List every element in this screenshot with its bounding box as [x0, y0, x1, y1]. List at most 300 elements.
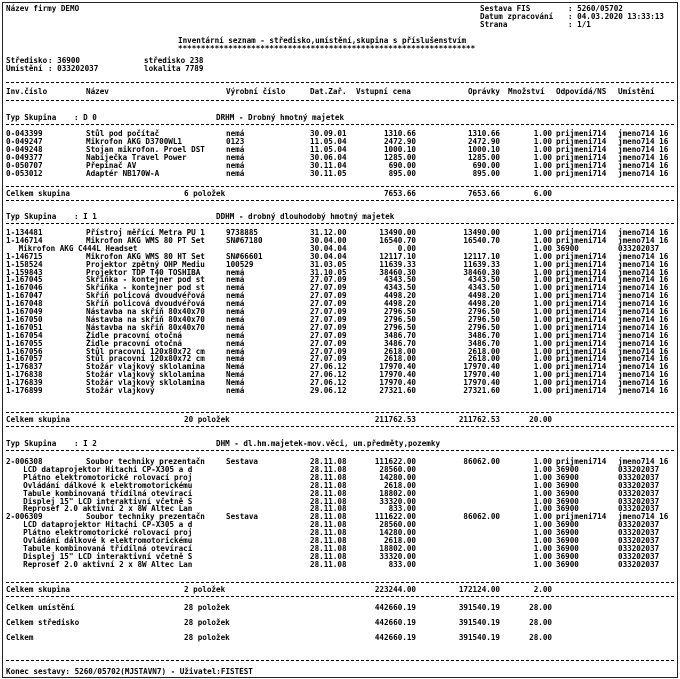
- acquisition-date: 31.10.05: [310, 267, 347, 277]
- quantity: 1.00: [533, 457, 552, 466]
- accessory-name: Ovládání dálkové k elektromotorickému: [14, 536, 193, 545]
- responsible: 36900: [556, 496, 579, 506]
- responsible: prijmeni714: [556, 251, 607, 261]
- group-total-count: 6 položek: [184, 189, 226, 198]
- location: jmeno714 16: [618, 354, 669, 364]
- total-divider: [6, 412, 674, 413]
- input-price: 2618.00: [383, 346, 416, 356]
- summary-price: 442660.19: [374, 603, 416, 612]
- quantity: 1.00: [533, 346, 552, 356]
- item-name: Projektor TDP T40 TOSHIBA: [86, 267, 201, 277]
- acquisition-date: 30.04.04: [310, 243, 347, 253]
- depreciation: 17970.40: [463, 362, 500, 372]
- total-divider: [6, 582, 674, 583]
- location: 033202037: [618, 488, 660, 498]
- responsible: prijmeni714: [556, 235, 607, 245]
- responsible: prijmeni714: [556, 307, 607, 316]
- input-price: 28560.00: [379, 464, 416, 474]
- location: 033202037: [618, 528, 660, 538]
- summary-price: 442660.19: [374, 618, 416, 627]
- acquisition-date: 28.11.08: [310, 512, 347, 522]
- quantity: 1.00: [533, 299, 552, 309]
- location: jmeno714 16: [618, 283, 669, 293]
- location: 033202037: [618, 559, 660, 569]
- accessory-name: Displej 15" LCD interaktivní včetně S: [14, 551, 193, 561]
- acquisition-date: 27.07.09: [310, 283, 347, 293]
- group-total-count: 20 položek: [184, 415, 230, 424]
- depreciation: 3486.70: [467, 330, 500, 340]
- accessory-name: Reprosef 2.0 aktivní 2 x 8W Altec Lan: [14, 504, 193, 514]
- summary-label: Celkem středisko: [6, 618, 80, 627]
- stredisko-value: : 36900: [48, 56, 81, 65]
- col-name: Název: [86, 87, 109, 96]
- inventory-number: 1-167051: [6, 322, 43, 332]
- responsible: 36900: [556, 480, 579, 490]
- depreciation: 1310.66: [467, 129, 500, 138]
- acquisition-date: 31.03.05: [310, 259, 347, 269]
- acquisition-date: 30.04.00: [310, 235, 347, 245]
- inventory-number: 1-167050: [6, 314, 43, 324]
- serial-number: Sestava: [226, 512, 259, 522]
- input-price: 4498.20: [383, 299, 416, 309]
- acquisition-date: 29.06.12: [310, 386, 347, 395]
- acquisition-date: 27.07.09: [310, 338, 347, 348]
- location: jmeno714 16: [618, 299, 669, 309]
- inventory-number: 1-167055: [6, 338, 43, 348]
- acquisition-date: 28.11.08: [310, 551, 347, 561]
- inventory-number: 1-134481: [6, 228, 43, 237]
- depreciation: 4343.50: [467, 283, 500, 293]
- quantity: 1.00: [533, 520, 552, 530]
- location: jmeno714 16: [618, 457, 669, 466]
- location: 033202037: [618, 520, 660, 530]
- input-price: 12117.10: [379, 251, 416, 261]
- depreciation: 86062.00: [463, 512, 500, 522]
- serial-number: nemá: [226, 322, 245, 332]
- inventory-number: 1-167046: [6, 283, 43, 293]
- location: jmeno714 16: [618, 346, 669, 356]
- location: jmeno714 16: [618, 322, 669, 332]
- acquisition-date: 27.06.12: [310, 378, 347, 388]
- inventory-number: 1-146715: [6, 251, 43, 261]
- location: jmeno714 16: [618, 160, 669, 170]
- divider: [6, 82, 674, 83]
- group-total-quantity: 6.00: [533, 189, 552, 198]
- input-price: 2796.50: [383, 307, 416, 316]
- location: jmeno714 16: [618, 362, 669, 372]
- input-price: 895.00: [388, 168, 416, 178]
- input-price: 690.00: [388, 160, 416, 170]
- location: jmeno714 16: [618, 168, 669, 178]
- input-price: 833.00: [388, 559, 416, 569]
- item-name: Skříňka - kontejner pod st: [86, 275, 205, 285]
- responsible: 36900: [556, 543, 579, 553]
- acquisition-date: 27.07.09: [310, 330, 347, 340]
- location: jmeno714 16: [618, 275, 669, 285]
- responsible: prijmeni714: [556, 362, 607, 372]
- acquisition-date: 30.04.04: [310, 251, 347, 261]
- location: 033202037: [618, 496, 660, 506]
- item-name: Mikrofon AKG WMS 80 PT Set: [86, 235, 205, 245]
- acquisition-date: 11.05.04: [310, 144, 347, 154]
- depreciation: 4498.20: [467, 291, 500, 301]
- acquisition-date: 27.07.09: [310, 322, 347, 332]
- responsible: prijmeni714: [556, 370, 607, 380]
- quantity: 1.00: [533, 235, 552, 245]
- group-type-label: Typ Skupina: [6, 113, 57, 122]
- item-name: Stůl pod počítač: [86, 129, 160, 138]
- group-total-label: Celkem skupina: [6, 585, 71, 594]
- responsible: 36900: [556, 243, 579, 253]
- group-total-depreciation: 172124.00: [458, 585, 500, 594]
- group-end-divider: [6, 596, 674, 597]
- input-price: 38460.30: [379, 267, 416, 277]
- input-price: 3486.70: [383, 338, 416, 348]
- responsible: prijmeni714: [556, 152, 607, 162]
- summary-label: Celkem: [6, 633, 34, 642]
- input-price: 17970.40: [379, 370, 416, 380]
- quantity: 1.00: [533, 338, 552, 348]
- quantity: 1.00: [533, 243, 552, 253]
- location: jmeno714 16: [618, 267, 669, 277]
- quantity: 1.00: [533, 528, 552, 538]
- acquisition-date: 28.11.08: [310, 496, 347, 506]
- location: jmeno714 16: [618, 386, 669, 395]
- group-total-quantity: 20.00: [529, 415, 552, 424]
- inventory-number: 1-146714: [6, 235, 43, 245]
- input-price: 1310.66: [383, 129, 416, 138]
- group-total-count: 2 položek: [184, 585, 226, 594]
- location: 033202037: [618, 504, 660, 514]
- col-serial: Výrobní číslo: [226, 87, 286, 96]
- depreciation: 895.00: [472, 168, 500, 178]
- location: 033202037: [618, 472, 660, 482]
- serial-number: nemá: [226, 330, 245, 340]
- quantity: 1.00: [533, 251, 552, 261]
- item-name: Stožár vlajkový sklolamina: [86, 362, 205, 372]
- item-name: Stožár vlajkový sklolamina: [86, 378, 205, 388]
- acquisition-date: 28.11.08: [310, 559, 347, 569]
- serial-number: nemá: [226, 314, 245, 324]
- input-price: 17970.40: [379, 362, 416, 372]
- responsible: prijmeni714: [556, 267, 607, 277]
- accessory-name: Plátno elektromotorické rolovací proj: [14, 528, 193, 538]
- item-name: Projektor zpětný OHP Mediu: [86, 259, 205, 269]
- accessory-name: Ovládání dálkové k elektromotorickému: [14, 480, 193, 490]
- quantity: 1.00: [533, 307, 552, 316]
- depreciation: 17970.40: [463, 378, 500, 388]
- serial-number: nemá: [226, 291, 245, 301]
- input-price: 4343.50: [383, 275, 416, 285]
- quantity: 1.00: [533, 551, 552, 561]
- responsible: prijmeni714: [556, 291, 607, 301]
- acquisition-date: 28.11.08: [310, 528, 347, 538]
- serial-number: nemá: [226, 354, 245, 364]
- serial-number: nemá: [226, 160, 245, 170]
- responsible: prijmeni714: [556, 378, 607, 388]
- acquisition-date: 11.05.04: [310, 136, 347, 146]
- accessory-name: Tabule kombinovaná třídílná otevírací: [14, 488, 193, 498]
- serial-number: nemá: [226, 346, 245, 356]
- depreciation: 27321.60: [463, 386, 500, 395]
- serial-number: nemá: [226, 307, 245, 316]
- quantity: 1.00: [533, 330, 552, 340]
- quantity: 1.00: [533, 378, 552, 388]
- inventory-number: 1-176839: [6, 378, 43, 388]
- accessory-name: Mikrofon AKG C444L Headset: [14, 243, 138, 253]
- input-price: 18802.00: [379, 488, 416, 498]
- group-total-depreciation: 211762.53: [458, 415, 500, 424]
- location: jmeno714 16: [618, 129, 669, 138]
- item-name: Přístroj měřící Metra PU 1: [86, 228, 205, 237]
- item-name: Soubor techniky prezentačn: [86, 457, 205, 466]
- group-total-price: 223244.00: [374, 585, 416, 594]
- title-underline: *****************************************************************: [178, 44, 476, 53]
- group-description: DHM - dl.hm.majetek-mov.věci, um.předměty,pozemky: [216, 439, 441, 448]
- item-name: Mikrofon AKG D3700WL1: [86, 136, 183, 146]
- accessory-name: Tabule kombinovaná třídílná otevírací: [14, 543, 193, 553]
- item-name: Skříň policová dvoudvéřová: [86, 299, 205, 309]
- serial-number: Nemá: [226, 362, 245, 372]
- responsible: prijmeni714: [556, 512, 607, 522]
- group-divider: [6, 223, 674, 224]
- total-divider: [6, 186, 674, 187]
- stredisko-name: středisko 238: [144, 56, 204, 65]
- depreciation: 2472.90: [467, 136, 500, 146]
- depreciation: 2618.00: [467, 346, 500, 356]
- date-label: Datum zpracování: [480, 12, 554, 21]
- acquisition-date: 27.06.12: [310, 370, 347, 380]
- accessory-name: LCD dataprojektor Hitachi CP-X305 a d: [14, 520, 193, 530]
- responsible: prijmeni714: [556, 228, 607, 237]
- inventory-number: 1-167048: [6, 299, 43, 309]
- responsible: prijmeni714: [556, 457, 607, 466]
- summary-label: Celkem umístění: [6, 603, 75, 612]
- report-id: : 5260/05702: [568, 4, 623, 13]
- quantity: 1.00: [533, 354, 552, 364]
- depreciation: 1000.10: [467, 144, 500, 154]
- group-type-label: Typ Skupina: [6, 439, 57, 448]
- location: jmeno714 16: [618, 251, 669, 261]
- quantity: 1.00: [533, 152, 552, 162]
- processing-date: : 04.03.2020 13:33:13: [568, 12, 665, 21]
- serial-number: Nemá: [226, 378, 245, 388]
- acquisition-date: 28.11.08: [310, 536, 347, 545]
- input-price: 1000.10: [383, 144, 416, 154]
- responsible: prijmeni714: [556, 322, 607, 332]
- quantity: 1.00: [533, 543, 552, 553]
- report-footer: Konec sestavy: 5260/05702(MJSTAVN7) - Uživatel:FISTEST: [6, 667, 253, 676]
- location: jmeno714 16: [618, 378, 669, 388]
- inventory-number: 1-167045: [6, 275, 43, 285]
- input-price: 4343.50: [383, 283, 416, 293]
- page-label: Strana: [480, 20, 508, 29]
- acquisition-date: 28.11.08: [310, 543, 347, 553]
- summary-count: 28 položek: [184, 603, 230, 612]
- input-price: 4498.20: [383, 291, 416, 301]
- col-resp: Odpovídá/NS: [556, 87, 607, 96]
- depreciation: 3486.70: [467, 338, 500, 348]
- serial-number: nemá: [226, 283, 245, 293]
- acquisition-date: 28.11.08: [310, 464, 347, 474]
- quantity: 1.00: [533, 386, 552, 395]
- responsible: prijmeni714: [556, 338, 607, 348]
- acquisition-date: 28.11.08: [310, 488, 347, 498]
- col-loc: Umístění: [618, 87, 655, 96]
- group-total-label: Celkem skupina: [6, 189, 71, 198]
- responsible: prijmeni714: [556, 160, 607, 170]
- depreciation: 17970.40: [463, 370, 500, 380]
- inventory-number: 0-049248: [6, 144, 43, 154]
- item-name: Přepínač AV: [86, 160, 137, 170]
- serial-number: SN#67180: [226, 235, 263, 245]
- item-name: Adaptér NB170W-A: [86, 168, 160, 178]
- inventory-number: 0-049377: [6, 152, 43, 162]
- serial-number: 9738885: [226, 228, 259, 237]
- acquisition-date: 28.11.08: [310, 480, 347, 490]
- divider: [6, 100, 674, 101]
- responsible: 36900: [556, 472, 579, 482]
- quantity: 1.00: [533, 480, 552, 490]
- location: jmeno714 16: [618, 370, 669, 380]
- responsible: 36900: [556, 559, 579, 569]
- col-date: Dat.Zař.: [310, 87, 347, 96]
- item-name: Nástavba na skříň 80x40x70: [86, 322, 205, 332]
- quantity: 1.00: [533, 291, 552, 301]
- acquisition-date: 30.09.01: [310, 129, 347, 138]
- item-name: Soubor techniky prezentačn: [86, 512, 205, 522]
- location: jmeno714 16: [618, 136, 669, 146]
- input-price: 28560.00: [379, 520, 416, 530]
- summary-count: 28 položek: [184, 618, 230, 627]
- depreciation: 16540.70: [463, 235, 500, 245]
- location: jmeno714 16: [618, 144, 669, 154]
- input-price: 111622.00: [374, 512, 416, 522]
- serial-number: nemá: [226, 144, 245, 154]
- summary-count: 28 položek: [184, 633, 230, 642]
- summary-quantity: 28.00: [529, 633, 552, 642]
- location: jmeno714 16: [618, 338, 669, 348]
- serial-number: nemá: [226, 267, 245, 277]
- serial-number: 100529: [226, 259, 254, 269]
- group-end-divider: [6, 426, 674, 427]
- summary-depreciation: 391540.19: [458, 603, 500, 612]
- summary-depreciation: 391540.19: [458, 618, 500, 627]
- item-name: Stojan mikrofon. Proel DST: [86, 144, 205, 154]
- item-name: Skříň policová dvoudvéřová: [86, 291, 205, 301]
- quantity: 1.00: [533, 496, 552, 506]
- quantity: 1.00: [533, 168, 552, 178]
- responsible: prijmeni714: [556, 299, 607, 309]
- serial-number: nemá: [226, 275, 245, 285]
- input-price: 11639.33: [379, 259, 416, 269]
- inventory-number: 0-050707: [6, 160, 43, 170]
- depreciation: 690.00: [472, 160, 500, 170]
- inventory-number: 1-167054: [6, 330, 43, 340]
- accessory-name: Displej 15" LCD interaktivní včetně S: [14, 496, 193, 506]
- location: 033202037: [618, 464, 660, 474]
- depreciation: 1285.00: [467, 152, 500, 162]
- quantity: 1.00: [533, 370, 552, 380]
- input-price: 2618.00: [383, 354, 416, 364]
- item-name: Stožár vlajkový sklolamina: [86, 370, 205, 380]
- quantity: 1.00: [533, 504, 552, 514]
- depreciation: 2796.50: [467, 322, 500, 332]
- quantity: 1.00: [533, 314, 552, 324]
- depreciation: 2796.50: [467, 307, 500, 316]
- quantity: 1.00: [533, 267, 552, 277]
- acquisition-date: 27.07.09: [310, 314, 347, 324]
- group-code: : D 0: [74, 113, 97, 122]
- input-price: 2796.50: [383, 314, 416, 324]
- acquisition-date: 27.07.09: [310, 354, 347, 364]
- responsible: prijmeni714: [556, 144, 607, 154]
- input-price: 2472.90: [383, 136, 416, 146]
- acquisition-date: 30.11.04: [310, 160, 347, 170]
- page-number: : 1/1: [568, 20, 591, 29]
- col-depr: Oprávky: [467, 87, 500, 96]
- serial-number: nemá: [226, 168, 245, 178]
- quantity: 1.00: [533, 129, 552, 138]
- input-price: 111622.00: [374, 457, 416, 466]
- acquisition-date: 27.07.09: [310, 291, 347, 301]
- acquisition-date: 28.11.08: [310, 457, 347, 466]
- location: 033202037: [618, 480, 660, 490]
- umisteni-name: lokalita 7789: [144, 64, 204, 73]
- item-name: Nabíječka Travel Power: [86, 152, 187, 162]
- location: 033202037: [618, 243, 660, 253]
- input-price: 3486.70: [383, 330, 416, 340]
- item-name: Stůl pracovní 120x80x72 cm: [86, 354, 205, 364]
- acquisition-date: 27.07.09: [310, 307, 347, 316]
- group-total-depreciation: 7653.66: [467, 189, 500, 198]
- input-price: 17970.40: [379, 378, 416, 388]
- responsible: prijmeni714: [556, 314, 607, 324]
- quantity: 1.00: [533, 228, 552, 237]
- quantity: 1.00: [533, 322, 552, 332]
- location: jmeno714 16: [618, 307, 669, 316]
- depreciation: 4498.20: [467, 299, 500, 309]
- serial-number: Sestava: [226, 457, 259, 466]
- responsible: prijmeni714: [556, 168, 607, 178]
- acquisition-date: 28.11.08: [310, 472, 347, 482]
- serial-number: nemá: [226, 386, 245, 395]
- inventory-number: 2-006308: [6, 457, 43, 466]
- location: jmeno714 16: [618, 512, 669, 522]
- footer-divider: [6, 660, 674, 661]
- serial-number: nemá: [226, 152, 245, 162]
- item-name: Nástavba na skříň 80x40x70: [86, 314, 205, 324]
- summary-price: 442660.19: [374, 633, 416, 642]
- acquisition-date: 27.07.09: [310, 275, 347, 285]
- depreciation: 4343.50: [467, 275, 500, 285]
- depreciation: 11639.33: [463, 259, 500, 269]
- depreciation: 86062.00: [463, 457, 500, 466]
- item-name: Stožár vlajkový: [86, 386, 155, 395]
- inventory-number: 0-053012: [6, 168, 43, 178]
- group-total-price: 211762.53: [374, 415, 416, 424]
- input-price: 16540.70: [379, 235, 416, 245]
- accessory-name: LCD dataprojektor Hitachi CP-X305 a d: [14, 464, 193, 474]
- depreciation: 2618.00: [467, 354, 500, 364]
- inventory-number: 1-158524: [6, 259, 43, 269]
- inventory-number: 0-049247: [6, 136, 43, 146]
- inventory-number: 1-176838: [6, 370, 43, 380]
- responsible: prijmeni714: [556, 346, 607, 356]
- serial-number: Nemá: [226, 370, 245, 380]
- responsible: prijmeni714: [556, 386, 607, 395]
- input-price: 2618.00: [383, 480, 416, 490]
